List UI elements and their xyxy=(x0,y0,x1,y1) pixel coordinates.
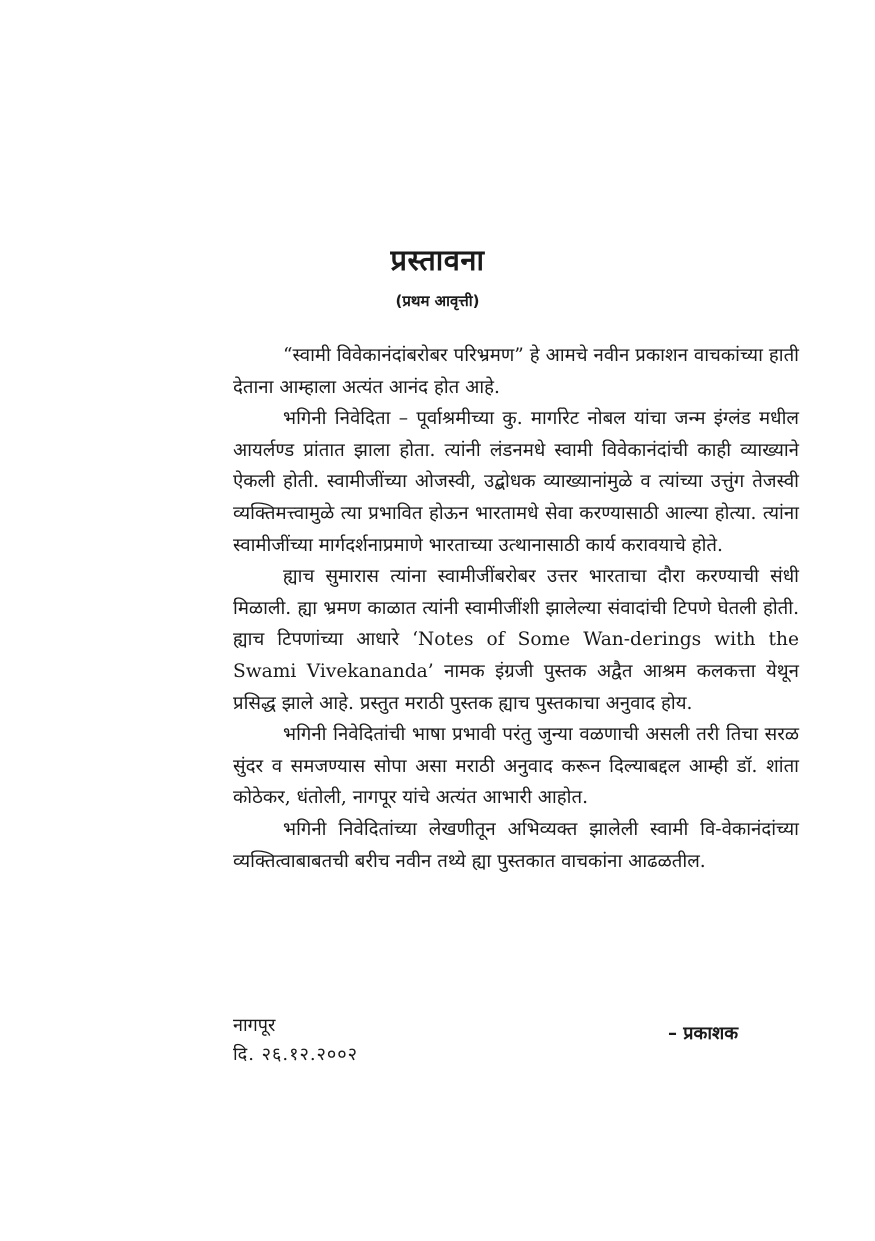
paragraph: भगिनी निवेदिता – पूर्वाश्रमीच्या कु. मार्गारेट नोबल यांचा जन्म इंग्लंड मधील आयर्लण्ड प्रांतात झाला होता. त्यांनी लंडनमधे स्वामी विवेकानंदांची काही व्याख्याने ऐकली होती. स्वामीजींच्या ओजस्वी, उद्बोधक व्याख्यानांमुळे व त्यांच्या उत्तुंग तेजस्वी व्यक्तिमत्त्वामुळे त्या प्रभावित होऊन भारतामधे सेवा करण्यासाठी आल्या होत्या. त्यांना स्वामीजींच्या मार्गदर्शनाप्रमाणे भारताच्या उत्थानासाठी कार्य करावयाचे होते. xyxy=(233,408,799,556)
page-subtitle: (प्रथम आवृत्ती) xyxy=(395,292,480,310)
place-label: नागपूर xyxy=(233,1015,276,1036)
paragraph: भगिनी निवेदितांच्या लेखणीतून अभिव्यक्त झालेली स्वामी वि-वेकानंदांच्या व्यक्तित्वाबाबतची बरीच नवीन तथ्ये ह्या पुस्तकात वाचकांना आढळतील. xyxy=(233,818,799,872)
paragraph: “स्वामी विवेकानंदांबरोबर परिभ्रमण” हे आमचे नवीन प्रकाशन वाचकांच्या हाती देताना आम्हाला अत्यंत आनंद होत आहे. xyxy=(233,345,799,398)
page-title: प्रस्तावना xyxy=(390,243,485,277)
paragraph: ह्याच सुमारास त्यांना स्वामीजींबरोबर उत्तर भारताचा दौरा करण्याची संधी मिळाली. ह्या भ्रमण काळात त्यांनी स्वामीजींशी झालेल्या संवादांची टिपणे घेतली होती. ह्याच टिपणांच्या आधारे ‘Notes of Some Wan-derings with the Swami Vivekananda’ नामक इंग्रजी पुस्तक अद्वैत आश्रम कलकत्ता येथून प्रसिद्ध झाले आहे. प्रस्तुत मराठी पुस्तक ह्याच पुस्तकाचा अनुवाद होय. xyxy=(233,566,799,714)
date-label: दि. २६.१२.२००२ xyxy=(233,1044,358,1065)
preface-body xyxy=(233,340,799,877)
paragraph: भगिनी निवेदितांची भाषा प्रभावी परंतु जुन्या वळणाची असली तरी तिचा सरळ सुंदर व समजण्यास सोपा असा मराठी अनुवाद करून दिल्याबद्दल आम्ही डॉ. शांता कोठेकर, धंतोली, नागपूर यांचे अत्यंत आभारी आहोत. xyxy=(233,724,799,809)
publisher-signature: – प्रकाशक xyxy=(668,1023,739,1044)
